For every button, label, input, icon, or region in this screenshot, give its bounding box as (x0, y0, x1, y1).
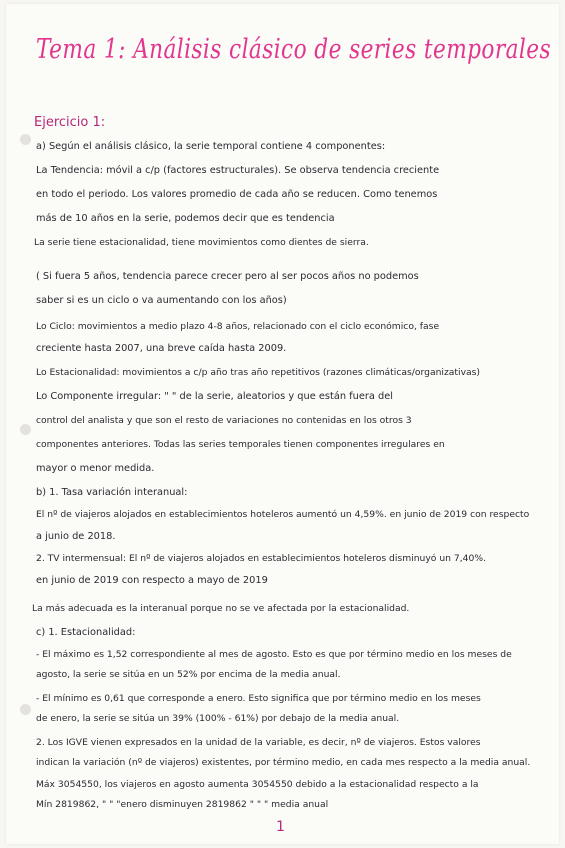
text-line: de enero, la serie se sitúa un 39% (100% - 61%) por debajo de la media anual. (36, 713, 400, 724)
text-line: componentes anteriores. Todas las series temporales tienen componentes irregulares en (36, 439, 445, 450)
text-line: Lo Estacionalidad: movimientos a c/p año tras año repetitivos (razones climáticas/organizativas) (36, 367, 481, 378)
text-line: ( Si fuera 5 años, tendencia parece crecer pero al ser pocos años no podemos (36, 271, 419, 282)
notebook-page (6, 4, 559, 844)
text-line: agosto, la serie se sitúa en un 52% por encima de la media anual. (36, 669, 341, 680)
text-line: Lo Componente irregular: " " de la serie, aleatorios y que están fuera del (36, 391, 393, 402)
page-title: Tema 1: Análisis clásico de series temporales (36, 34, 551, 65)
text-line: indican la variación (nº de viajeros) existentes, por término medio, en cada mes respecto a la media anual. (36, 757, 531, 768)
text-line: La serie tiene estacionalidad, tiene movimientos como dientes de sierra. (34, 237, 369, 248)
text-line: en todo el periodo. Los valores promedio de cada año se reducen. Como tenemos (36, 189, 438, 200)
text-line: Máx 3054550, los viajeros en agosto aumenta 3054550 debido a la estacionalidad respecto a la (36, 779, 479, 790)
text-line: saber si es un ciclo o va aumentando con los años) (36, 295, 287, 306)
text-line: - El mínimo es 0,61 que corresponde a enero. Esto significa que por término medio en los meses (36, 693, 481, 704)
text-line: El nº de viajeros alojados en establecimientos hoteleros aumentó un 4,59%. en junio de 2019 con respecto (36, 509, 530, 520)
text-line: - El máximo es 1,52 correspondiente al mes de agosto. Esto es que por término medio en los meses de (36, 649, 512, 660)
text-line: a) Según el análisis clásico, la serie temporal contiene 4 componentes: (36, 141, 386, 152)
text-line: La Tendencia: móvil a c/p (factores estructurales). Se observa tendencia creciente (36, 165, 440, 176)
page-number: 1 (276, 819, 285, 835)
section-heading: c) 1. Estacionalidad: (36, 627, 136, 638)
text-line: Mín 2819862, " " "enero disminuyen 2819862 " " " media anual (36, 799, 329, 810)
text-line: Lo Ciclo: movimientos a medio plazo 4-8 años, relacionado con el ciclo económico, fase (36, 321, 440, 332)
text-line: a junio de 2018. (36, 531, 116, 542)
binder-hole (20, 704, 31, 715)
text-line: control del analista y que son el resto de variaciones no contenidas en los otros 3 (36, 415, 412, 426)
section-heading: b) 1. Tasa variación interanual: (36, 487, 188, 498)
binder-hole (20, 134, 31, 145)
text-line: en junio de 2019 con respecto a mayo de 2019 (36, 575, 268, 586)
text-line: creciente hasta 2007, una breve caída hasta 2009. (36, 343, 287, 354)
text-line: 2. Los IGVE vienen expresados en la unidad de la variable, es decir, nº de viajeros. Estos valores (36, 737, 481, 748)
binder-hole (20, 424, 31, 435)
text-line: mayor o menor medida. (36, 463, 155, 474)
text-line: 2. TV intermensual: El nº de viajeros alojados en establecimientos hoteleros disminuyó un 7,40%. (36, 553, 487, 564)
exercise-heading: Ejercicio 1: (34, 115, 106, 130)
text-line: La más adecuada es la interanual porque no se ve afectada por la estacionalidad. (32, 603, 410, 614)
text-line: más de 10 años en la serie, podemos decir que es tendencia (36, 213, 335, 224)
